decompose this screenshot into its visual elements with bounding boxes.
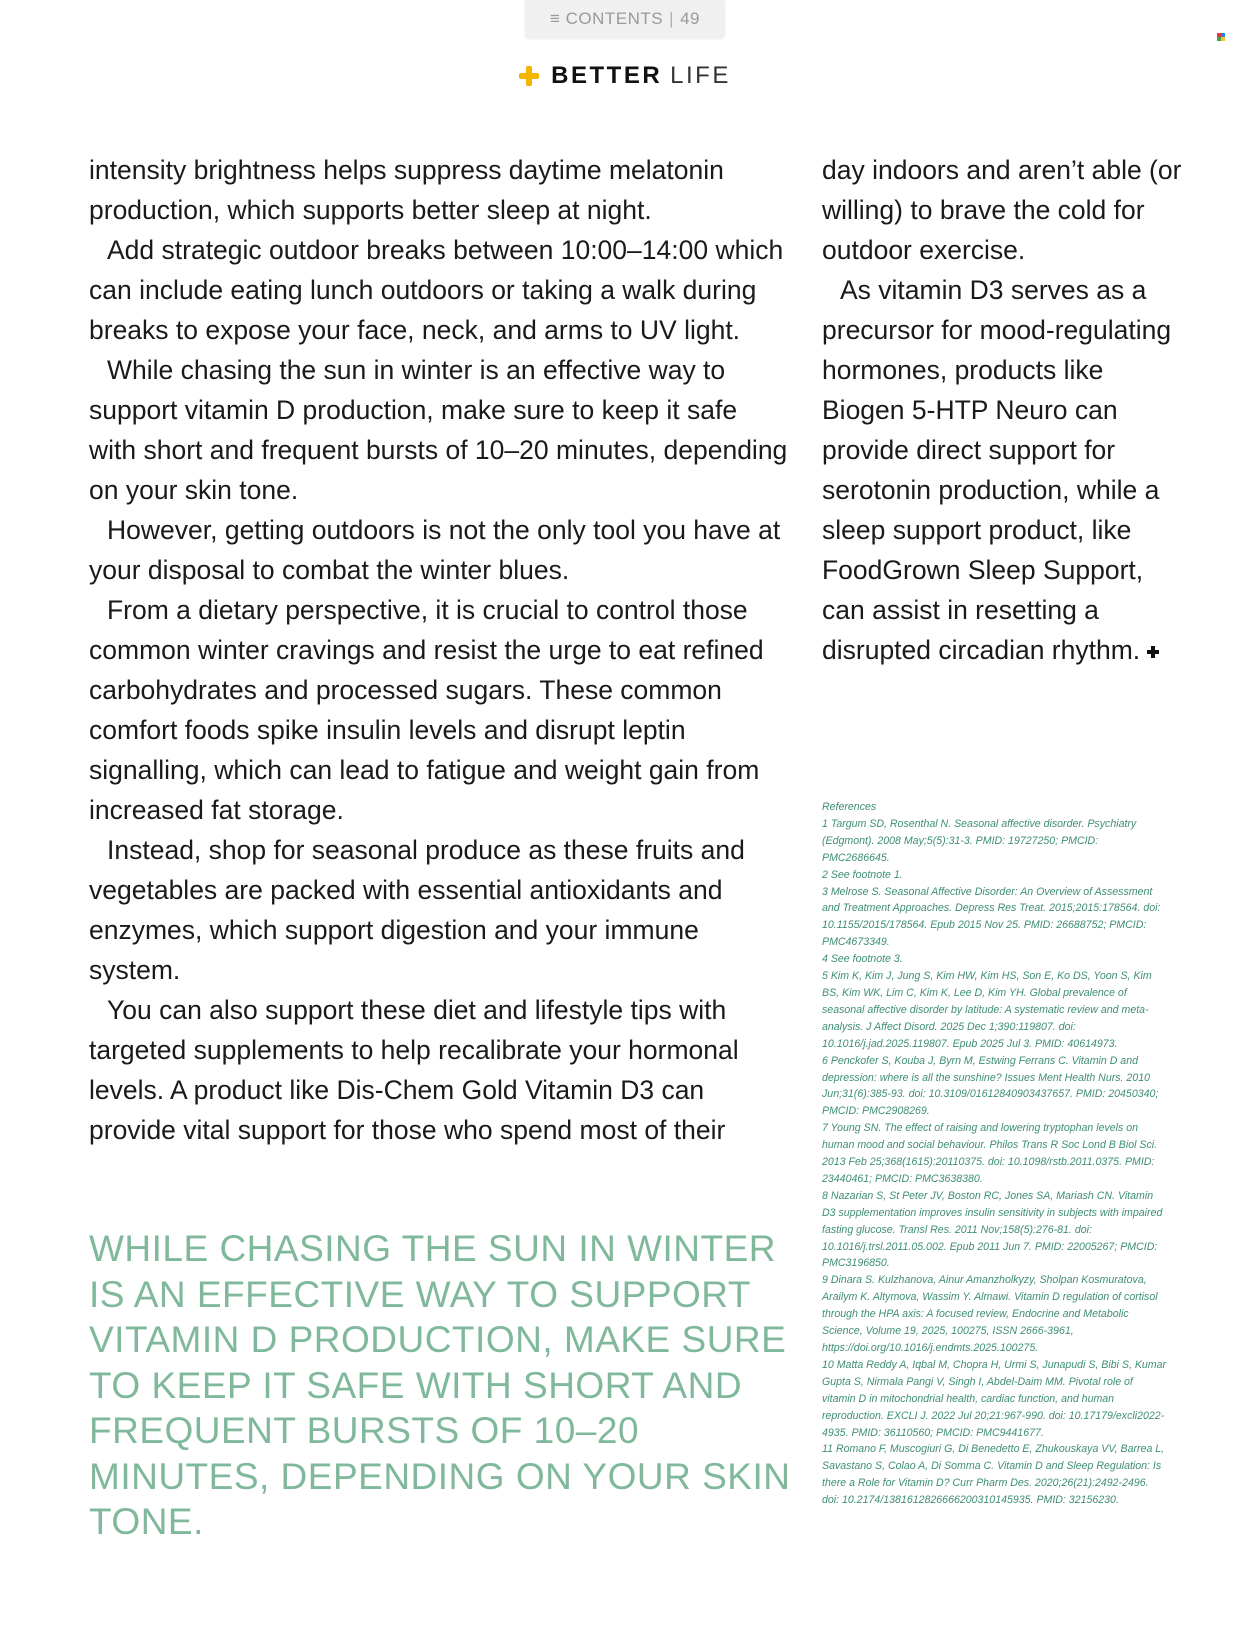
contents-link[interactable]: ≡ CONTENTS: [550, 9, 664, 28]
right-column: [822, 150, 1182, 670]
reference-item: 6 Penckofer S, Kouba J, Byrn M, Estwing Ferrans C. Vitamin D and depression: where is all the sunshine? Issues Ment Health Nurs. 2010 Jun;31(6):385-93. doi: 10.3109/01612840903437657. PMID: 20450340; PMCID: PMC2908269.: [822, 1054, 1159, 1118]
section-brand: [0, 62, 1250, 90]
brand-light: LIFE: [670, 62, 731, 89]
reference-item: 11 Romano F, Muscogiuri G, Di Benedetto E, Zhukouskaya VV, Barrea L, Savastano S, Colao A, Di Somma C. Vitamin D and Sleep Regulation: Is there a Role for Vitamin D? Curr Pharm Des. 2020;26(21):2492-2496. doi: 10.2174/1381612826666200310145935. PMID: 32156230.: [822, 1443, 1165, 1507]
reference-item: 3 Melrose S. Seasonal Affective Disorder: An Overview of Assessment and Treatment Approaches. Depress Res Treat. 2015;2015:178564. doi: 10.1155/2015/178564. Epub 2015 Nov 25. PMID: 26688752; PMCID: PMC4673349.: [822, 885, 1161, 949]
paragraph: Instead, shop for seasonal produce as these fruits and vegetables are packed with essential antioxidants and enzymes, which support digestion and your immune system.: [89, 835, 745, 985]
paragraph: You can also support these diet and lifestyle tips with targeted supplements to help recalibrate your hormonal levels. A product like Dis-Chem Gold Vitamin D3 can provide vital support for those who spend most of their: [89, 995, 739, 1145]
paragraph: However, getting outdoors is not the only tool you have at your disposal to combat the winter blues.: [89, 515, 781, 585]
paragraph: intensity brightness helps suppress daytime melatonin production, which supports better sleep at night.: [89, 155, 724, 225]
paragraph: While chasing the sun in winter is an effective way to support vitamin D production, make sure to keep it safe with short and frequent bursts of 10–20 minutes, depending on your skin tone.: [89, 355, 788, 505]
reference-item: 9 Dinara S. Kulzhanova, Ainur Amanzholkyzy, Sholpan Kosmuratova, Arailym K. Altymova, Wassim Y. Almawi. Vitamin D regulation of cortisol through the HPA axis: A focused review, Endocrine and Metabolic Science, Volume 19, 2025, 100275, ISSN 2666-3961, https://doi.org/10.1016/j.endmts.2025.100275.: [822, 1274, 1158, 1354]
reference-item: 8 Nazarian S, St Peter JV, Boston RC, Jones SA, Mariash CN. Vitamin D3 supplementation improves insulin sensitivity in subjects with impaired fasting glucose. Transl Res. 2011 Nov;158(5):276-81. doi: 10.1016/j.trsl.2011.05.002. Epub 2011 Jun 7. PMID: 22005267; PMCID: PMC3196850.: [822, 1189, 1163, 1270]
reference-item: 4 See footnote 3.: [822, 953, 903, 966]
pull-quote: WHILE CHASING THE SUN IN WINTER IS AN EFFECTIVE WAY TO SUPPORT VITAMIN D PRODUCTION, MAKE SURE TO KEEP IT SAFE WITH SHORT AND FREQUENT BURSTS OF 10–20 MINUTES, DEPENDING ON YOUR SKIN TONE.: [89, 1228, 791, 1542]
contents-tab[interactable]: [525, 0, 725, 38]
corner-dots-icon: [1217, 33, 1225, 41]
paragraph: From a dietary perspective, it is crucial to control those common winter cravings and resist the urge to eat refined carbohydrates and processed sugars. These common comfort foods spike insulin levels and disrupt leptin signalling, which can lead to fatigue and weight gain from increased fat storage.: [89, 595, 764, 825]
reference-item: 2 See footnote 1.: [822, 868, 903, 881]
reference-item: 10 Matta Reddy A, Iqbal M, Chopra H, Urmi S, Junapudi S, Bibi S, Kumar Gupta S, Nirmala Pangi V, Singh I, Abdel-Daim MM. Pivotal role of vitamin D in mitochondrial health, cardiac function, and human reproduction. EXCLI J. 2022 Jul 20;21:967-990. doi: 10.17179/excli2022-4935. PMID: 36110560; PMCID: PMC9441677.: [822, 1358, 1167, 1439]
paragraph: Add strategic outdoor breaks between 10:00–14:00 which can include eating lunch outdoors or taking a walk during breaks to expose your face, neck, and arms to UV light.: [89, 235, 784, 345]
end-mark-icon: [1146, 645, 1160, 659]
references-title: References: [822, 801, 877, 813]
paragraph-text: As vitamin D3 serves as a precursor for mood-regulating hormones, products like Biogen 5-HTP Neuro can provide direct support for serotonin production, while a sleep support product, like FoodGrown Sleep Support, can assist in resetting a disrupted circadian rhythm.: [822, 275, 1172, 665]
reference-item: 1 Targum SD, Rosenthal N. Seasonal affective disorder. Psychiatry (Edgmont). 2008 May;5(5):31-3. PMID: 19727250; PMCID: PMC2686645.: [822, 817, 1137, 864]
paragraph: day indoors and aren’t able (or willing) to brave the cold for outdoor exercise.: [822, 155, 1182, 265]
page-number: 49: [680, 9, 700, 28]
reference-item: 7 Young SN. The effect of raising and lowering tryptophan levels on human mood and social behaviour. Philos Trans R Soc Lond B Biol Sci. 2013 Feb 25;368(1615):20110375. doi: 10.1098/rstb.2011.0375. PMID: 23440461; PMCID: PMC3638380.: [822, 1122, 1158, 1185]
left-column: [89, 150, 789, 1150]
plus-icon: [519, 66, 539, 86]
brand-bold: BETTER: [551, 62, 663, 89]
references: [822, 799, 1167, 1509]
paragraph: [822, 270, 1182, 670]
separator: |: [669, 9, 675, 28]
reference-item: 5 Kim K, Kim J, Jung S, Kim HW, Kim HS, Son E, Ko DS, Yoon S, Kim BS, Kim WK, Lim C, Kim K, Lee D, Kim YH. Global prevalence of seasonal affective disorder by latitude: A systematic review and meta-analysis. J Affect Disord. 2025 Dec 1;390:119807. doi: 10.1016/j.jad.2025.119807. Epub 2025 Jul 3. PMID: 40614973.: [822, 970, 1152, 1050]
